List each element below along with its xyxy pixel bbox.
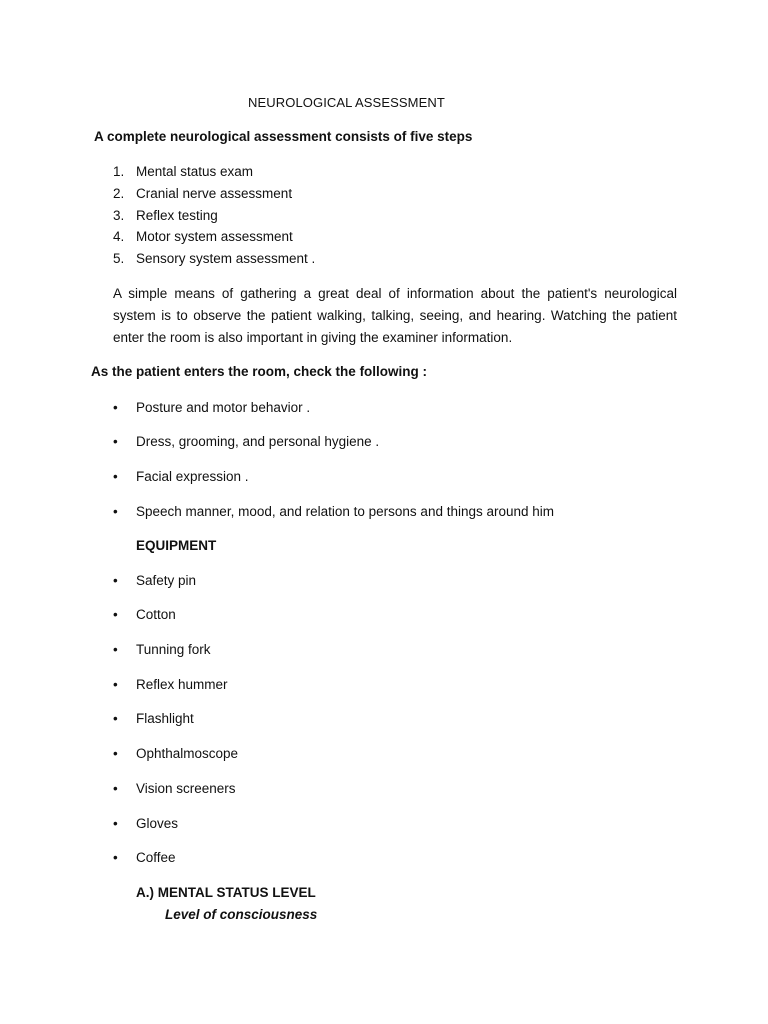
list-item-text: Dress, grooming, and personal hygiene . (136, 434, 380, 449)
list-item-text: Sensory system assessment . (136, 251, 316, 267)
bullet-icon: • (113, 677, 118, 692)
list-item-text: Safety pin (136, 573, 197, 588)
list-item-text: Tunning fork (136, 642, 211, 657)
list-item-number: 1. (113, 164, 125, 179)
list-item-text: Vision screeners (136, 781, 236, 796)
list-item-text: Speech manner, mood, and relation to persons and things around him (136, 504, 555, 519)
section-subheading: Level of consciousness (165, 907, 318, 922)
check-heading: As the patient enters the room, check the following : (91, 364, 428, 379)
bullet-icon: • (113, 816, 118, 831)
equipment-heading: EQUIPMENT (136, 538, 217, 553)
bullet-icon: • (113, 400, 118, 415)
list-item-text: Facial expression . (136, 469, 249, 484)
list-item-number: 3. (113, 207, 125, 223)
intro-paragraph: A simple means of gathering a great deal of information about the patient's neurological system is to observe the patient walking, talking, seeing, and hearing. Watching the patient enter the room is also important in giving the examiner information. (113, 286, 677, 345)
list-item-text: Posture and motor behavior . (136, 400, 311, 415)
list-item-text: Gloves (136, 816, 179, 831)
list-item-text: Coffee (136, 850, 176, 865)
list-item-text: Reflex hummer (136, 677, 228, 692)
list-item-text: Motor system assessment (136, 229, 293, 245)
list-item-text: Reflex testing (136, 207, 218, 223)
bullet-icon: • (113, 746, 118, 761)
bullet-icon: • (113, 781, 118, 796)
bullet-icon: • (113, 504, 118, 519)
bullet-icon: • (113, 573, 118, 588)
list-item-number: 4. (113, 229, 125, 245)
list-item-text: Cotton (136, 607, 176, 622)
section-heading: A.) MENTAL STATUS LEVEL (136, 885, 316, 900)
intro-heading: A complete neurological assessment consists of five steps (94, 129, 473, 144)
list-item-number: 2. (113, 185, 125, 201)
bullet-icon: • (113, 850, 118, 865)
list-item-text: Cranial nerve assessment (136, 185, 293, 201)
list-item-text: Ophthalmoscope (136, 746, 239, 761)
bullet-icon: • (113, 607, 118, 622)
bullet-icon: • (113, 711, 118, 726)
list-item-text: Mental status exam (136, 164, 254, 179)
bullet-icon: • (113, 434, 118, 449)
bullet-icon: • (113, 642, 118, 657)
bullet-icon: • (113, 469, 118, 484)
document-title: NEUROLOGICAL ASSESSMENT (248, 95, 445, 110)
list-item-text: Flashlight (136, 711, 194, 726)
list-item-number: 5. (113, 251, 125, 267)
